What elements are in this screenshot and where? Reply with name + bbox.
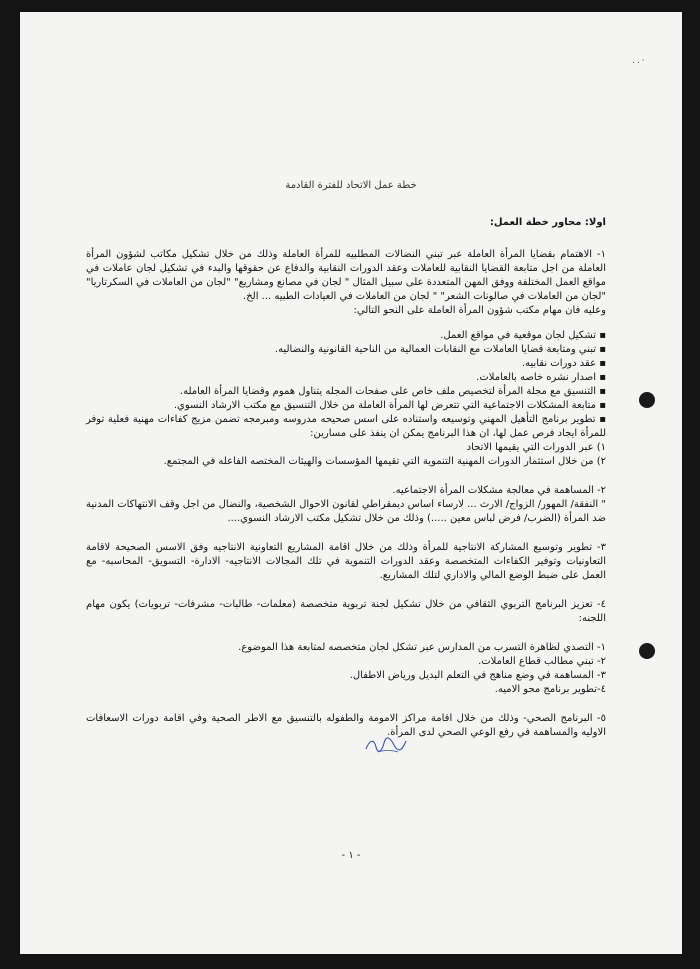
item1-intro: وعليه فان مهام مكتب شؤون المرأة العاملة على النحو التالي: <box>353 305 606 316</box>
handwritten-annotation <box>364 735 408 755</box>
task-item: ٢- تبني مطالب قطاع العاملات. <box>478 656 606 667</box>
item5-paragraph: ٥- البرنامج الصحي- وذلك من خلال اقامة مراكز الامومة والطفوله بالتنسيق مع الاطر الصحية وفي اقامة دورات الاسعافات الاوليه والمساهمة في رفع الوعي الصحي لدى المرأة. <box>86 713 606 738</box>
punch-hole-top <box>639 392 655 408</box>
bullet-item: ▪ متابعة المشكلات الاجتماعية التي تتعرض لها المرأة العاملة من خلال التنسيق مع مكتب الارشاد النسوي. <box>173 400 606 411</box>
document-title: خطة عمل الاتحاد للفترة القادمة <box>285 180 417 191</box>
bullet-item: ▪ عقد دورات نقابيه. <box>521 358 606 369</box>
item1-paragraph: ١- الاهتمام بقضايا المرأة العاملة عبر تبني النضالات المطلبيه للمرأة العاملة وذلك من خلال تشكيل مكاتب لشؤون المرأة العاملة من اجل متابعة القضايا النقابية للعاملات وعقد الدورات النقابية والدفاع عن حقوقها والبدء في تشكيل لجان عاملات في مواقع العمل المختلفة ووفق المهن المتعددة على سبيل المثال " لجان في مصانع ومشاريع" "لجان من العاملات في السكرتاريا" "لجان من العاملات في صالونات الشعر" " لجان من العاملات في العيادات الطبيه ... الخ. <box>86 249 606 302</box>
item2-title: ٢- المساهمة في معالجة مشكلات المرأة الاجتماعيه. <box>392 485 606 496</box>
task-item: ٣- المساهمة في وضع مناهج في التعلم البديل ورياض الاطفال. <box>349 670 606 681</box>
document-body <box>86 216 606 740</box>
track-item: ٢) من خلال استثمار الدورات المهنية التنموية التي تقيمها المؤسسات والهيئات المختصه الفاعله في المجتمع. <box>163 456 606 467</box>
item3-paragraph: ٣- تطوير وتوسيع المشاركة الانتاجية للمرأة وذلك من خلال اقامة المشاريع التعاونية الانتاجيه وفق الاسس الصحيحة لاقامة التعاونيات وتوفير الكفاءات المتخصصة وعقد الدورات التنموية في تلك المجالات الانتاجيه- الادارة- التسويق- المحاسبه- مع العمل على ضبط الوضع المالي والاداري لتلك المشاريع. <box>86 542 606 581</box>
track-item: ١) عبر الدورات التي يقيمها الاتحاد <box>466 442 606 453</box>
document-page <box>20 12 682 954</box>
bullet-item: ▪ التنسيق مع مجلة المرأة لتخصيص ملف خاص على صفحات المجله يتناول هموم وقضايا المرأة العامله. <box>179 386 606 397</box>
task-item: ٤-تطوير برنامج محو الاميه. <box>494 684 606 695</box>
section-heading: اولا: محاور خطة العمل: <box>489 217 606 228</box>
bullet-item: ▪ تبني ومتابعة قضايا العاملات مع النقابات العمالية من الناحية القانونية والنضاليه. <box>274 344 606 355</box>
item2-body: " النفقة/ المهور/ الزواج/ الارث ... لارساء اساس ديمقراطي لقانون الاحوال الشخصية، والنضال من اجل وقف الانتهاكات المدنية ضد المرأة (الضرب/ فرض لباس معين .....) وذلك من خلال تشكيل مكتب الارشاد النسوي.... <box>86 499 606 524</box>
page-number: - ١ - <box>341 850 361 861</box>
bullet-item: ▪ تشكيل لجان موقعية في مواقع العمل. <box>440 330 606 341</box>
punch-hole-bottom <box>639 643 655 659</box>
bullet-item: ▪ تطوير برنامج التأهيل المهني وتوسيعه واستناده على اسس صحيحه مدروسه ومبرمجه تضمن مزيج كفاءات مهنية فعلية توفر للمرأة ايجاد فرص عمل لها، ان هذا البرنامج يمكن ان ينفذ على مسارين: <box>86 414 606 439</box>
corner-mark: ..· <box>632 56 647 66</box>
bullet-item: ▪ اصدار نشره خاصه بالعاملات. <box>476 372 606 383</box>
task-item: ١- التصدي لظاهرة التسرب من المدارس عبر تشكل لجان متخصصه لمتابعة هذا الموضوع. <box>238 642 606 653</box>
item4-paragraph: ٤- تعزيز البرنامج التربوي الثقافي من خلال تشكيل لجنة تربوية متخصصة (معلمات- طالبات- مشرفات- تربويات) يكون مهام اللجنه: <box>86 599 606 624</box>
